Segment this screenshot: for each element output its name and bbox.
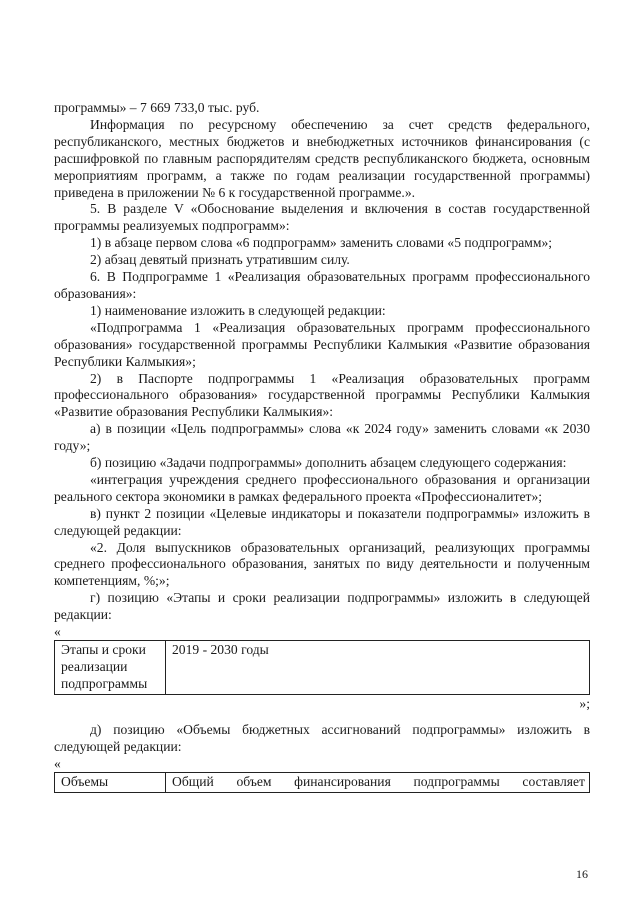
paragraph: б) позицию «Задачи подпрограммы» дополнить абзацем следующего содержания: (90, 455, 567, 471)
paragraph: 1) наименование изложить в следующей редакции: (90, 302, 386, 318)
paragraph: «Подпрограмма 1 «Реализация образовательных программ профессионального образования» государственной программы Республики Калмыкия «Развитие образования Республики Калмыкия»; (54, 319, 590, 369)
table-label-cell: Объемы (55, 772, 166, 792)
page-number: 16 (576, 867, 588, 881)
document-body (54, 100, 590, 793)
table-row (55, 772, 590, 792)
table-value-cell: 2019 - 2030 годы (166, 641, 590, 695)
paragraph: 2) абзац девятый признать утратившим силу. (90, 252, 350, 268)
table-row (55, 641, 590, 695)
paragraph: 6. В Подпрограмме 1 «Реализация образовательных программ профессионального образования»: (54, 269, 590, 301)
paragraph: в) пункт 2 позиции «Целевые индикаторы и показатели подпрограммы» изложить в следующей редакции: (54, 505, 590, 538)
opening-quote: « (54, 755, 61, 771)
paragraph: программы» – 7 669 733,0 тыс. руб. (54, 100, 260, 115)
funding-table (54, 772, 590, 793)
paragraph: «интеграция учреждения среднего профессионального образования и организации реального сектора экономики в рамках федерального проекта «Профессионалитет»; (54, 471, 590, 504)
stages-table (54, 640, 590, 695)
opening-quote: « (54, 624, 61, 640)
paragraph: «2. Доля выпускников образовательных организаций, реализующих программы среднего профессионального образования, занятых по виду деятельности и полученным компетенциям, %;»; (54, 539, 590, 589)
paragraph: г) позицию «Этапы и сроки реализации подпрограммы» изложить в следующей редакции: (54, 590, 590, 623)
paragraph: а) в позиции «Цель подпрограммы» слова «к 2024 году» заменить словами «к 2030 году»; (54, 421, 590, 454)
table-label-cell: Этапы и сроки реализации подпрограммы (55, 641, 166, 695)
paragraph: 1) в абзаце первом слова «6 подпрограмм» заменить словами «5 подпрограмм»; (90, 235, 553, 251)
table-value-cell: Общий объем финансирования подпрограммы составляет (166, 772, 590, 792)
paragraph: Информация по ресурсному обеспечению за счет средств федерального, республиканского, местных бюджетов и внебюджетных источников финансирования (с расшифровкой по главным распорядителям средств республиканского бюджета, основным мероприятиям программ, а также по годам реализации государственной программы) приведена в приложении № 6 к государственной программе.». (54, 116, 590, 200)
paragraph: 5. В разделе V «Обоснование выделения и включения в состав государственной программы реализуемых подпрограмм»: (54, 201, 590, 234)
closing-quote: »; (579, 695, 590, 711)
paragraph: 2) в Паспорте подпрограммы 1 «Реализация образовательных программ профессионального образования» государственной программы Республики Калмыкия «Развитие образования Республики Калмыкия»: (54, 370, 590, 420)
paragraph: д) позицию «Объемы бюджетных ассигнований подпрограммы» изложить в следующей редакции: (54, 721, 590, 754)
